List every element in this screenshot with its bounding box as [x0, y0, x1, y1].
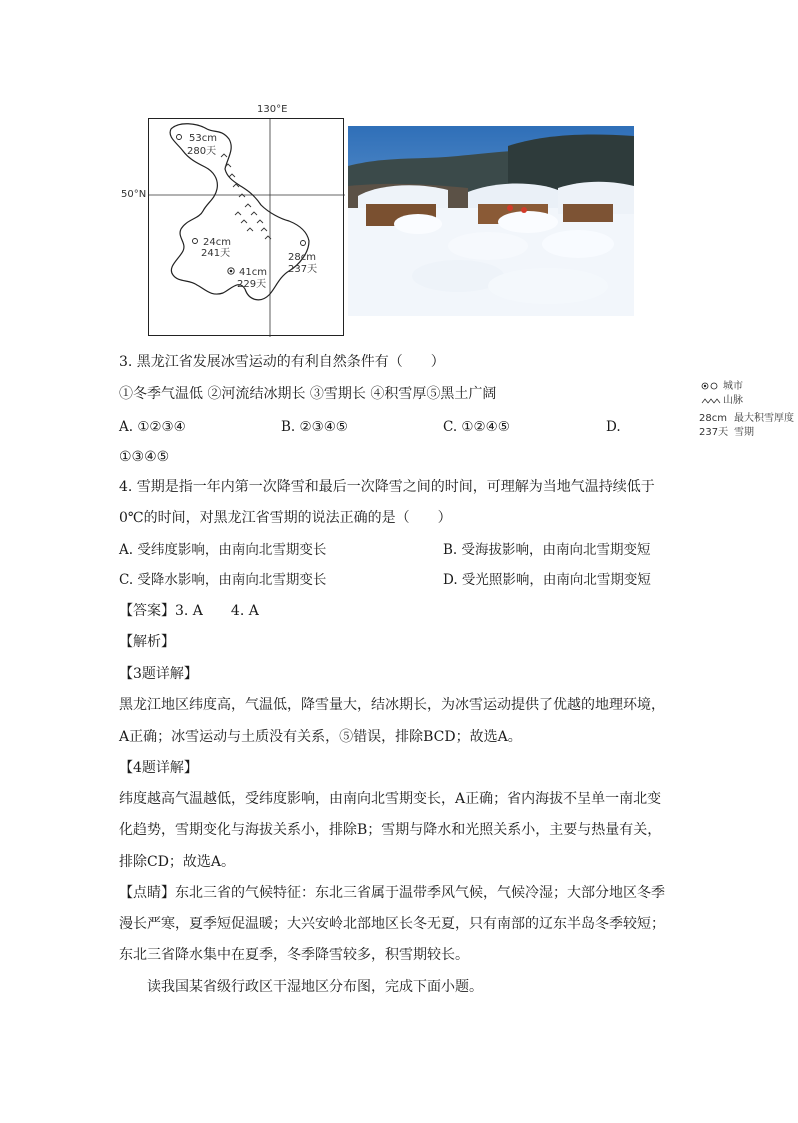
dianjing-line-1: 【点睛】东北三省的气候特征：东北三省属于温带季风气候，气候冷湿；大部分地区冬季 — [119, 885, 665, 901]
legend-days-sample: 237天 — [699, 427, 729, 438]
d3-header: 【3题详解】 — [119, 666, 198, 682]
d4-line-1: 纬度越高气温越低，受纬度影响，由南向北雪期变长，A正确；省内海拔不呈单一南北变 — [119, 791, 662, 807]
q4-option-b: B. 受海拔影响，由南向北雪期变短 — [443, 542, 651, 558]
latitude-label: 50°N — [121, 189, 147, 200]
legend-days-label: 雪期 — [734, 427, 754, 438]
q3-items: ①冬季气温低 ②河流结冰期长 ③雪期长 ④积雪厚⑤黑土广阔 — [119, 386, 497, 402]
d4-header: 【4题详解】 — [119, 760, 198, 776]
station-4-depth: 28cm — [288, 252, 316, 263]
q4-stem-line1: 4. 雪期是指一年内第一次降雪和最后一次降雪之间的时间，可理解为当地气温持续低于 — [119, 479, 655, 495]
dianjing-line-3: 东北三省降水集中在夏季，冬季降雪较多，积雪期较长。 — [119, 947, 469, 963]
legend-city-label: 城市 — [723, 381, 743, 392]
station-3-days: 229天 — [237, 279, 267, 290]
station-2-depth: 24cm — [203, 237, 231, 248]
station-2-days: 241天 — [201, 248, 231, 259]
q4-stem-line2: 0℃的时间，对黑龙江省雪期的说法正确的是（ ） — [119, 510, 452, 526]
station-4-days: 237天 — [288, 264, 318, 275]
d3-line-2: A正确；冰雪运动与土质没有关系，⑤错误，排除BCD；故选A。 — [119, 729, 522, 745]
d3-line-1: 黑龙江地区纬度高，气温低，降雪量大，结冰期长，为冰雪运动提供了优越的地理环境， — [119, 697, 665, 713]
map-legend — [696, 378, 798, 442]
longitude-label: 130°E — [257, 104, 288, 115]
q3-stem: 3. 黑龙江省发展冰雪运动的有利自然条件有（ ） — [119, 354, 445, 370]
q3-option-d-text: ①③④⑤ — [119, 449, 170, 465]
analysis-header: 【解析】 — [119, 634, 175, 650]
q4-option-a: A. 受纬度影响，由南向北雪期变长 — [119, 542, 327, 558]
station-1-depth: 53cm — [189, 133, 217, 144]
legend-depth-label: 最大积雪厚度 — [734, 413, 794, 424]
city-symbol-icon — [701, 381, 719, 395]
q4-option-c: C. 受降水影响，由南向北雪期变长 — [119, 572, 327, 588]
q3-option-b: B. ②③④⑤ — [281, 419, 348, 435]
heilongjiang-map — [148, 118, 344, 336]
q3-option-c: C. ①②④⑤ — [443, 419, 510, 435]
dianjing-line-2: 漫长严寒，夏季短促温暖；大兴安岭北部地区长冬无夏，只有南部的辽东半岛冬季较短； — [119, 916, 665, 932]
station-1-days: 280天 — [187, 146, 217, 157]
q4-option-d: D. 受光照影响，由南向北雪期变短 — [443, 572, 651, 588]
mountain-symbol-icon — [701, 395, 721, 409]
d4-line-2: 化趋势，雪期变化与海拔关系小，排除B；雪期与降水和光照关系小，主要与热量有关， — [119, 822, 662, 838]
d4-line-3: 排除CD；故选A。 — [119, 854, 236, 870]
answer-line: 【答案】3. A 4. A — [119, 603, 259, 619]
next-question-intro: 读我国某省级行政区干湿地区分布图，完成下面小题。 — [147, 979, 483, 995]
q3-option-d: D. — [606, 419, 621, 435]
q3-option-a: A. ①②③④ — [119, 419, 186, 435]
legend-mountain-label: 山脉 — [723, 395, 743, 406]
legend-depth-sample: 28cm — [699, 413, 727, 424]
station-3-depth: 41cm — [239, 267, 267, 278]
